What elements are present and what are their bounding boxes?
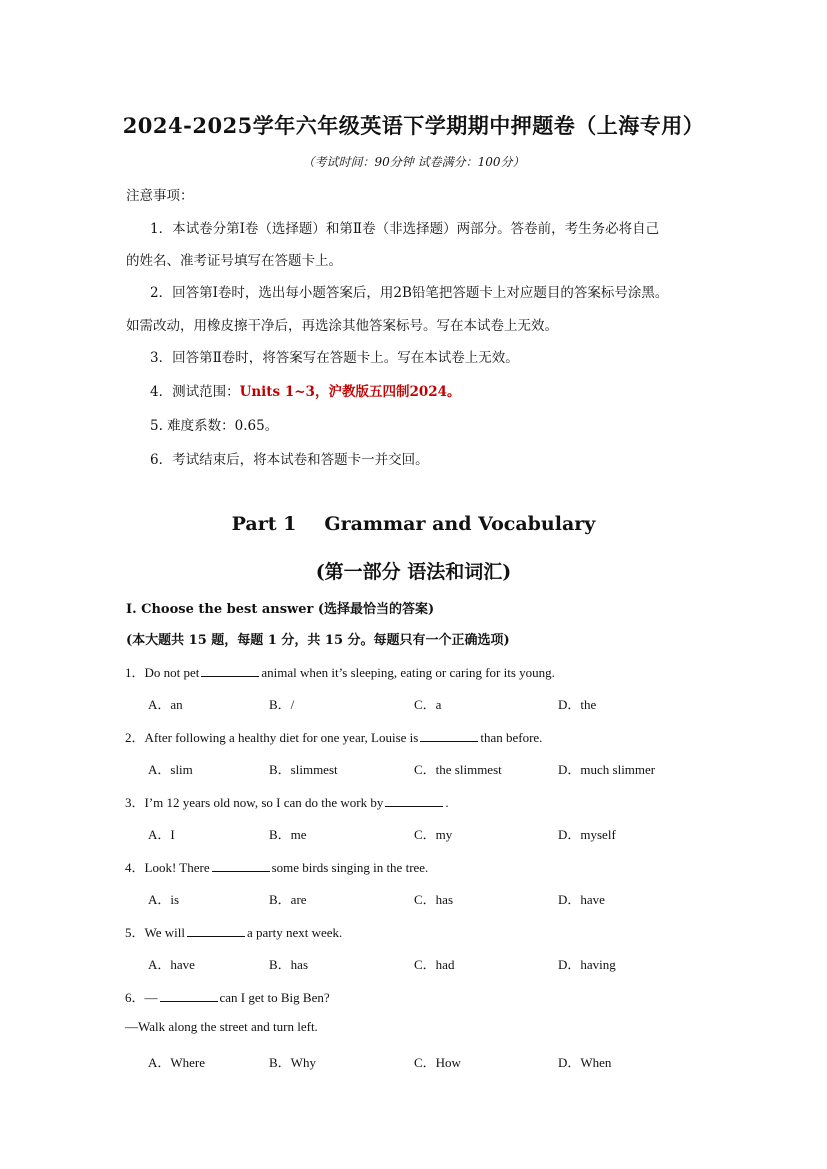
note-3: 3．回答第Ⅱ卷时，将答案写在答题卡上。写在本试卷上无效。 — [150, 350, 519, 366]
part-heading-cn: (第一部分 语法和词汇) — [315, 561, 512, 583]
question-1-stem-end: animal when it’s sleeping, eating or caring for its young. — [261, 665, 555, 680]
notes-heading: 注意事项： — [126, 188, 194, 204]
question-4-option-c[interactable]: C．has — [414, 892, 454, 907]
question-2-option-b[interactable]: B．slimmest — [269, 762, 338, 777]
question-4-option-d[interactable]: D．have — [558, 892, 605, 907]
section-title: I. Choose the best answer (选择最恰当的答案) — [126, 602, 435, 617]
note-2-line-1: 2．回答第Ⅰ卷时，选出每小题答案后，用2B铅笔把答题卡上对应题目的答案标号涂黑。 — [150, 285, 669, 301]
question-1-option-d[interactable]: D．the — [558, 697, 597, 712]
question-3-stem-end: . — [445, 795, 449, 810]
answer-blank — [201, 664, 259, 677]
question-4-stem: 4．Look! There — [125, 860, 210, 875]
note-6: 6．考试结束后，将本试卷和答题卡一并交回。 — [150, 452, 429, 468]
question-2-stem-end: than before. — [480, 730, 543, 745]
exam-time-info: （考试时间：90分钟 试卷满分：100分） — [302, 155, 525, 169]
question-6-option-d[interactable]: D．When — [558, 1055, 612, 1070]
part-heading — [0, 513, 827, 535]
question-2-option-a[interactable]: A．slim — [148, 762, 193, 777]
question-6-stem: 6．— — [125, 990, 158, 1005]
question-3 — [125, 792, 449, 811]
section-instructions: (本大题共 15 题，每题 1 分，共 15 分。每题只有一个正确选项) — [126, 633, 510, 648]
question-5-stem-end: a party next week. — [246, 925, 343, 940]
question-1-stem: 1．Do not pet — [125, 665, 200, 680]
question-3-option-d[interactable]: D．myself — [558, 827, 616, 842]
answer-blank — [420, 729, 478, 742]
question-5-stem: 5．We will — [125, 925, 185, 940]
note-1-line-2: 的姓名、准考证号填写在答题卡上。 — [126, 253, 342, 269]
question-1-option-b[interactable]: B．/ — [269, 697, 295, 712]
note-2-line-2: 如需改动，用橡皮擦干净后，再选涂其他答案标号。写在本试卷上无效。 — [126, 318, 558, 334]
question-1-option-c[interactable]: C．a — [414, 697, 442, 712]
question-2-option-c[interactable]: C．the slimmest — [414, 762, 502, 777]
question-2 — [125, 727, 542, 746]
question-6-option-b[interactable]: B．Why — [269, 1055, 316, 1070]
question-3-option-b[interactable]: B．me — [269, 827, 307, 842]
question-5-option-a[interactable]: A．have — [148, 957, 195, 972]
note-4-label: 4．测试范围： — [150, 384, 240, 400]
question-4-option-b[interactable]: B．are — [269, 892, 307, 907]
question-5-option-c[interactable]: C．had — [414, 957, 455, 972]
question-5-option-b[interactable]: B．has — [269, 957, 309, 972]
page-title: 2024-2025学年六年级英语下学期期中押题卷（上海专用） — [122, 113, 705, 138]
question-4-option-a[interactable]: A．is — [148, 892, 180, 907]
note-1-line-1: 1．本试卷分第Ⅰ卷（选择题）和第Ⅱ卷（非选择题）两部分。答卷前，考生务必将自己 — [150, 221, 660, 237]
answer-blank — [187, 924, 245, 937]
question-1 — [125, 662, 555, 681]
answer-blank — [212, 859, 270, 872]
question-3-option-a[interactable]: A．I — [148, 827, 175, 842]
answer-blank — [160, 989, 218, 1002]
part-label: Part 1 — [231, 513, 297, 535]
question-5 — [125, 922, 342, 941]
question-6 — [125, 987, 330, 1006]
question-6-reply: —Walk along the street and turn left. — [125, 1019, 318, 1034]
answer-blank — [385, 794, 443, 807]
question-3-option-c[interactable]: C．my — [414, 827, 453, 842]
question-1-option-a[interactable]: A．an — [148, 697, 183, 712]
question-5-option-d[interactable]: D．having — [558, 957, 616, 972]
note-4 — [150, 380, 461, 400]
question-4 — [125, 857, 428, 876]
question-3-stem: 3．I’m 12 years old now, so I can do the work by — [125, 795, 384, 810]
note-5: 5. 难度系数：0.65。 — [150, 418, 279, 434]
question-6-option-a[interactable]: A．Where — [148, 1055, 206, 1070]
question-6-stem-end: can I get to Big Ben? — [219, 990, 330, 1005]
part-name: Grammar and Vocabulary — [324, 513, 596, 535]
question-2-option-d[interactable]: D．much slimmer — [558, 762, 656, 777]
question-6-option-c[interactable]: C．How — [414, 1055, 461, 1070]
note-4-scope: Units 1~3，沪教版五四制2024。 — [239, 384, 461, 400]
question-4-stem-end: some birds singing in the tree. — [271, 860, 429, 875]
question-2-stem: 2．After following a healthy diet for one year, Louise is — [125, 730, 419, 745]
